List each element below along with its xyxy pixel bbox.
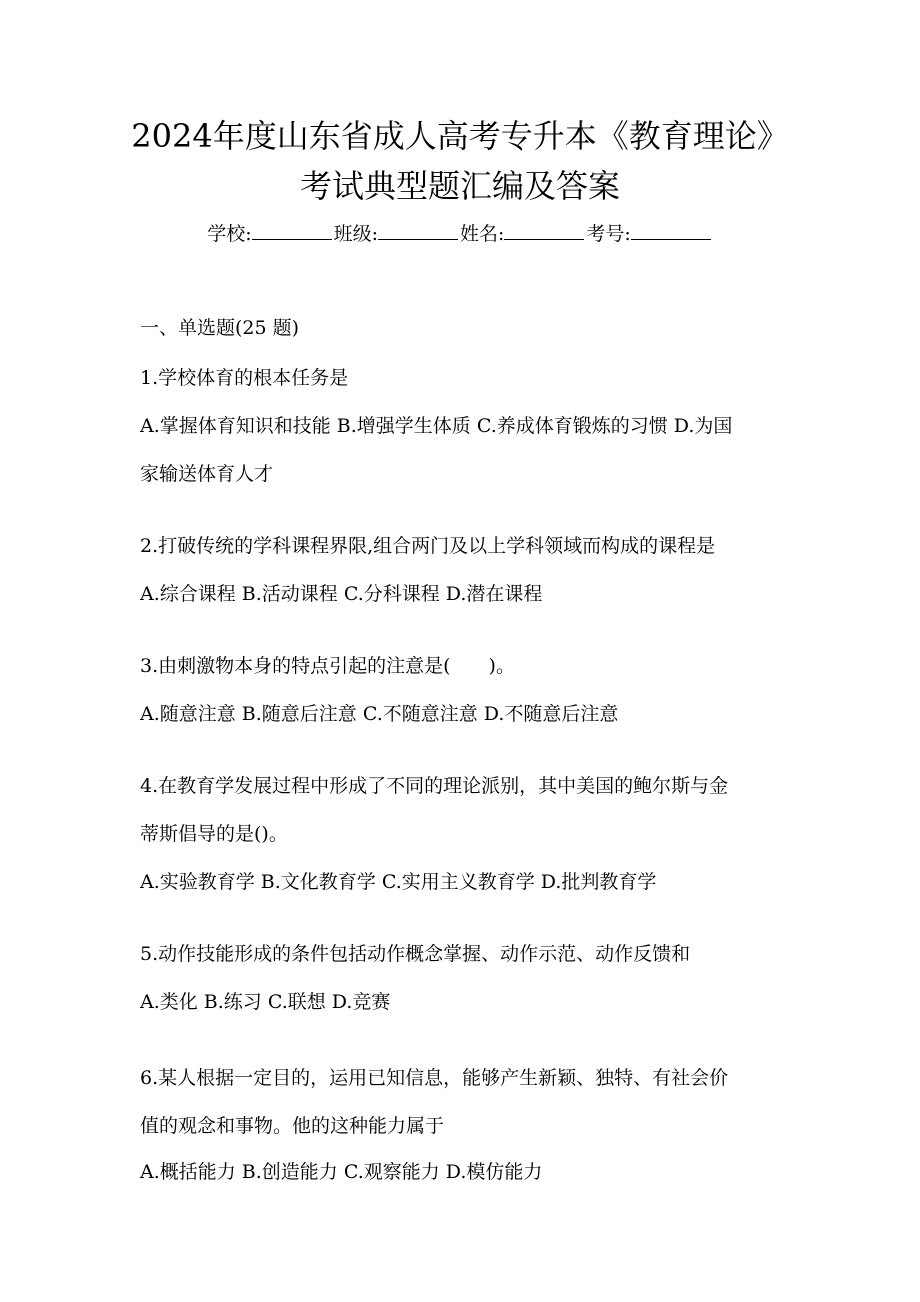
section-heading: 一、单选题(25 题) bbox=[140, 317, 300, 339]
question-6-stem: 6.某人根据一定目的，运用已知信息，能够产生新颖、独特、有社会价 bbox=[140, 1067, 729, 1089]
student-info-line bbox=[0, 220, 920, 248]
question-6-stem-cont: 值的观念和事物。他的这种能力属于 bbox=[140, 1115, 445, 1137]
info-label-name: 姓名: bbox=[460, 223, 505, 245]
school-blank[interactable] bbox=[252, 221, 332, 240]
question-2-options: A.综合课程 B.活动课程 C.分科课程 D.潜在课程 bbox=[140, 583, 543, 605]
class-blank[interactable] bbox=[378, 221, 458, 240]
question-3-options: A.随意注意 B.随意后注意 C.不随意注意 D.不随意后注意 bbox=[140, 703, 619, 725]
question-4-stem-cont: 蒂斯倡导的是()。 bbox=[140, 823, 288, 845]
question-4-stem: 4.在教育学发展过程中形成了不同的理论派别，其中美国的鲍尔斯与金 bbox=[140, 775, 729, 797]
question-2-stem: 2.打破传统的学科课程界限,组合两门及以上学科领域而构成的课程是 bbox=[140, 535, 716, 557]
document-title-line-1: 2024年度山东省成人高考专升本《教育理论》 bbox=[131, 117, 789, 155]
question-5-options: A.类化 B.练习 C.联想 D.竞赛 bbox=[140, 991, 391, 1013]
document-title-line-2: 考试典型题汇编及答案 bbox=[299, 167, 620, 205]
question-1-options-cont: 家输送体育人才 bbox=[140, 463, 274, 485]
question-5-stem: 5.动作技能形成的条件包括动作概念掌握、动作示范、动作反馈和 bbox=[140, 943, 691, 965]
info-label-school: 学校: bbox=[207, 223, 252, 245]
question-3-stem: 3.由刺激物本身的特点引起的注意是( )。 bbox=[140, 655, 515, 677]
name-blank[interactable] bbox=[504, 221, 584, 240]
question-1-options: A.掌握体育知识和技能 B.增强学生体质 C.养成体育锻炼的习惯 D.为国 bbox=[140, 415, 733, 437]
info-label-exam-number: 考号: bbox=[586, 223, 631, 245]
exam-number-blank[interactable] bbox=[631, 221, 711, 240]
question-1-stem: 1.学校体育的根本任务是 bbox=[140, 367, 349, 389]
question-4-options: A.实验教育学 B.文化教育学 C.实用主义教育学 D.批判教育学 bbox=[140, 871, 657, 893]
question-6-options: A.概括能力 B.创造能力 C.观察能力 D.模仿能力 bbox=[140, 1161, 543, 1183]
info-label-class: 班级: bbox=[333, 223, 378, 245]
